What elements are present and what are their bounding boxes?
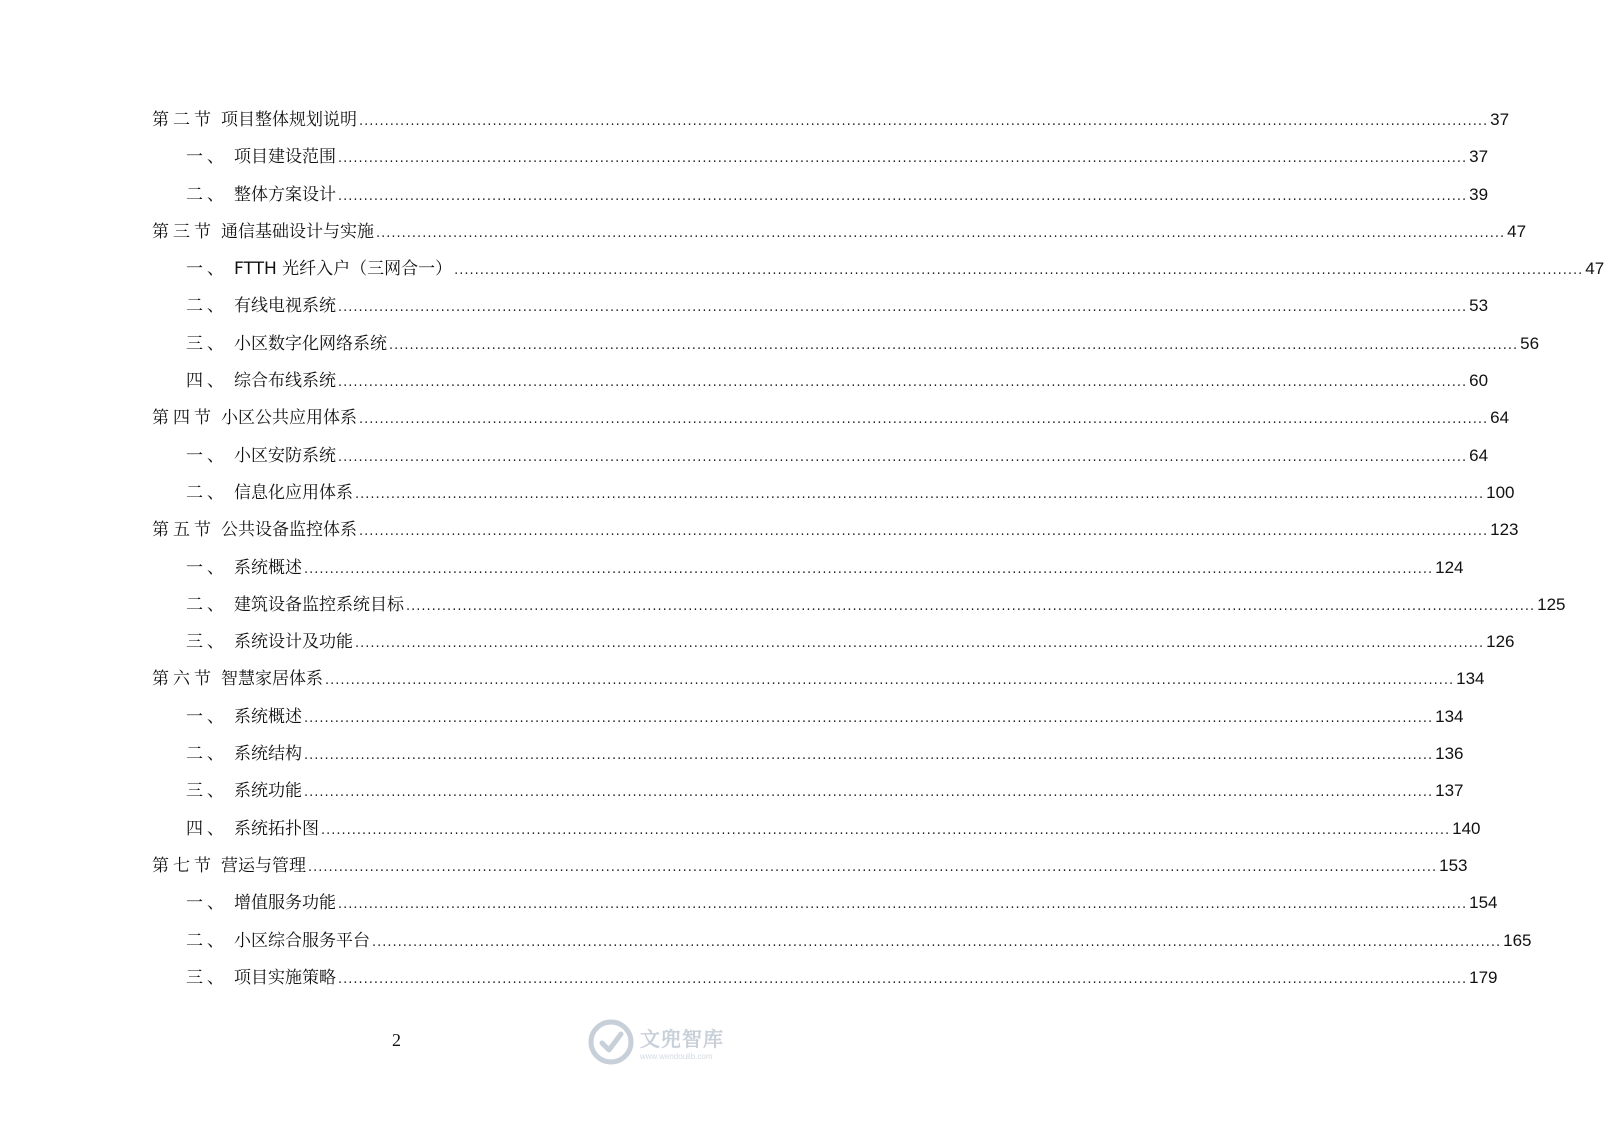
toc-page-number: 56 bbox=[1520, 333, 1540, 353]
toc-entry-number: 第二节 bbox=[152, 110, 215, 130]
toc-page-number: 100 bbox=[1486, 482, 1515, 502]
toc-dot-leader: ............................................................................................................................................................................................................................ bbox=[338, 300, 1468, 316]
toc-subsection-entry[interactable] bbox=[152, 138, 1489, 175]
toc-entry-number: 二、 bbox=[186, 594, 228, 615]
toc-dot-leader: ............................................................................................................................................................................................................................ bbox=[406, 598, 1536, 614]
toc-section-entry[interactable] bbox=[152, 399, 1510, 436]
toc-page-number: 53 bbox=[1469, 296, 1489, 316]
toc-subsection-entry[interactable] bbox=[152, 772, 1464, 809]
watermark-name: 文兜智库 bbox=[640, 1027, 724, 1051]
toc-entry-title: 建筑设备监控系统目标 bbox=[234, 594, 404, 615]
toc-page-number: 140 bbox=[1452, 818, 1481, 838]
toc-dot-leader: ............................................................................................................................................................................................................................ bbox=[325, 673, 1455, 689]
toc-dot-leader: ............................................................................................................................................................................................................................ bbox=[338, 375, 1468, 391]
toc-entry-title: 项目整体规划说明 bbox=[221, 110, 357, 130]
toc-dot-leader: ............................................................................................................................................................................................................................ bbox=[454, 263, 1584, 279]
toc-entry-number: 第六节 bbox=[152, 669, 215, 690]
toc-entry-title: 智慧家居体系 bbox=[221, 669, 323, 690]
toc-section-entry[interactable] bbox=[152, 213, 1527, 250]
toc-dot-leader: ............................................................................................................................................................................................................................ bbox=[359, 524, 1489, 540]
toc-entry-number: 一、 bbox=[186, 706, 228, 727]
toc-dot-leader: ............................................................................................................................................................................................................................ bbox=[308, 859, 1438, 875]
toc-dot-leader: ............................................................................................................................................................................................................................ bbox=[359, 114, 1489, 129]
toc-entry-title: 小区公共应用体系 bbox=[221, 408, 357, 429]
toc-entry-title: 系统概述 bbox=[234, 706, 302, 727]
toc-page-number: 136 bbox=[1435, 744, 1464, 764]
toc-entry-title: 项目建设范围 bbox=[234, 147, 336, 168]
toc-page-number: 153 bbox=[1439, 855, 1468, 875]
toc-subsection-entry[interactable] bbox=[152, 474, 1515, 511]
toc-subsection-entry[interactable] bbox=[152, 922, 1532, 959]
toc-subsection-entry[interactable] bbox=[152, 698, 1464, 735]
toc-dot-leader: ............................................................................................................................................................................................................................ bbox=[321, 822, 1451, 838]
toc-entry-title: 小区数字化网络系统 bbox=[234, 333, 387, 354]
toc-page-number: 37 bbox=[1469, 147, 1489, 167]
toc-page-number: 137 bbox=[1435, 781, 1464, 801]
toc-entry-number: 二、 bbox=[186, 744, 228, 765]
toc-subsection-entry[interactable] bbox=[152, 735, 1464, 772]
toc-dot-leader: ............................................................................................................................................................................................................................ bbox=[355, 486, 1485, 502]
toc-page-number: 123 bbox=[1490, 520, 1519, 540]
toc-entry-number: 第四节 bbox=[152, 408, 215, 429]
toc-entry-title: 整体方案设计 bbox=[234, 184, 336, 205]
toc-entry-number: 一、 bbox=[186, 893, 228, 914]
toc-subsection-entry[interactable] bbox=[152, 250, 1604, 287]
toc-subsection-entry[interactable] bbox=[152, 549, 1464, 586]
brand-logo-icon bbox=[588, 1019, 634, 1065]
toc-subsection-entry[interactable] bbox=[152, 884, 1498, 921]
toc-page-number: 47 bbox=[1585, 259, 1604, 279]
toc-page-number: 37 bbox=[1490, 110, 1510, 129]
toc-page-number: 179 bbox=[1469, 967, 1498, 987]
toc-page-number: 154 bbox=[1469, 893, 1498, 913]
toc-entry-title: 系统拓扑图 bbox=[234, 818, 319, 839]
toc-dot-leader: ............................................................................................................................................................................................................................ bbox=[338, 897, 1468, 913]
toc-entry-number: 一、 bbox=[186, 557, 228, 578]
toc-entry-title: 营运与管理 bbox=[221, 855, 306, 876]
toc-page-number: 60 bbox=[1469, 371, 1489, 391]
toc-page-number: 134 bbox=[1435, 706, 1464, 726]
toc-entry-title: 系统概述 bbox=[234, 557, 302, 578]
toc-entry-number: 第五节 bbox=[152, 520, 215, 541]
toc-subsection-entry[interactable] bbox=[152, 810, 1481, 847]
toc-entry-title: 通信基础设计与实施 bbox=[221, 221, 374, 242]
toc-entry-number: 三、 bbox=[186, 632, 228, 653]
toc-entry-title: 综合布线系统 bbox=[234, 371, 336, 392]
watermark bbox=[588, 1012, 768, 1072]
toc-subsection-entry[interactable] bbox=[152, 325, 1540, 362]
toc-page-number: 134 bbox=[1456, 669, 1485, 689]
toc-section-entry[interactable] bbox=[152, 847, 1468, 884]
toc-entry-number: 二、 bbox=[186, 296, 228, 317]
toc-dot-leader: ............................................................................................................................................................................................................................ bbox=[304, 748, 1434, 764]
toc-entry-number: 一、 bbox=[186, 259, 228, 280]
toc-dot-leader: ............................................................................................................................................................................................................................ bbox=[304, 561, 1434, 577]
toc-dot-leader: ............................................................................................................................................................................................................................ bbox=[372, 934, 1502, 950]
toc-entry-number: 二、 bbox=[186, 184, 228, 205]
toc-dot-leader: ............................................................................................................................................................................................................................ bbox=[338, 151, 1468, 167]
toc-entry-title: 系统功能 bbox=[234, 781, 302, 802]
toc-dot-leader: ............................................................................................................................................................................................................................ bbox=[304, 710, 1434, 726]
table-of-contents bbox=[152, 101, 1604, 996]
toc-entry-number: 二、 bbox=[186, 482, 228, 503]
toc-entry-number: 四、 bbox=[186, 818, 228, 839]
toc-entry-title: 小区综合服务平台 bbox=[234, 930, 370, 951]
toc-dot-leader: ............................................................................................................................................................................................................................ bbox=[304, 785, 1434, 801]
toc-entry-number: 一、 bbox=[186, 445, 228, 466]
toc-page-number: 165 bbox=[1503, 930, 1532, 950]
toc-entry-title: 项目实施策略 bbox=[234, 967, 336, 988]
toc-subsection-entry[interactable] bbox=[152, 176, 1489, 213]
watermark-url: www.wendoulib.com bbox=[640, 1052, 713, 1061]
page-number: 2 bbox=[392, 1030, 401, 1050]
toc-page-number: 47 bbox=[1507, 221, 1527, 241]
toc-entry-number: 第七节 bbox=[152, 855, 215, 876]
toc-subsection-entry[interactable] bbox=[152, 623, 1515, 660]
toc-subsection-entry[interactable] bbox=[152, 586, 1566, 623]
toc-entry-title: 小区安防系统 bbox=[234, 445, 336, 466]
toc-entry-number: 三、 bbox=[186, 781, 228, 802]
toc-dot-leader: ............................................................................................................................................................................................................................ bbox=[338, 188, 1468, 204]
toc-page-number: 39 bbox=[1469, 184, 1489, 204]
toc-page-number: 126 bbox=[1486, 632, 1515, 652]
toc-subsection-entry[interactable] bbox=[152, 362, 1489, 399]
toc-section-entry[interactable] bbox=[152, 101, 1510, 138]
toc-entry-number: 四、 bbox=[186, 371, 228, 392]
toc-entry-number: 三、 bbox=[186, 333, 228, 354]
toc-entry-number: 一、 bbox=[186, 147, 228, 168]
toc-dot-leader: ............................................................................................................................................................................................................................ bbox=[338, 449, 1468, 465]
toc-section-entry[interactable] bbox=[152, 511, 1519, 548]
toc-entry-title: 有线电视系统 bbox=[234, 296, 336, 317]
toc-entry-title: 信息化应用体系 bbox=[234, 482, 353, 503]
toc-subsection-entry[interactable] bbox=[152, 437, 1489, 474]
toc-entry-title: 系统设计及功能 bbox=[234, 632, 353, 653]
toc-entry-number: 三、 bbox=[186, 967, 228, 988]
toc-dot-leader: ............................................................................................................................................................................................................................ bbox=[359, 412, 1489, 428]
toc-entry-title: 公共设备监控体系 bbox=[221, 520, 357, 541]
toc-dot-leader: ............................................................................................................................................................................................................................ bbox=[376, 225, 1506, 241]
toc-subsection-entry[interactable] bbox=[152, 287, 1489, 324]
toc-page-number: 125 bbox=[1537, 594, 1566, 614]
toc-subsection-entry[interactable] bbox=[152, 959, 1498, 996]
toc-dot-leader: ............................................................................................................................................................................................................................ bbox=[355, 636, 1485, 652]
toc-entry-title: FTTH 光纤入户（三网合一） bbox=[234, 259, 453, 280]
toc-dot-leader: ............................................................................................................................................................................................................................ bbox=[338, 971, 1468, 987]
toc-entry-number: 第三节 bbox=[152, 221, 215, 242]
toc-dot-leader: ............................................................................................................................................................................................................................ bbox=[389, 337, 1519, 353]
toc-entry-number: 二、 bbox=[186, 930, 228, 951]
toc-entry-title: 增值服务功能 bbox=[234, 893, 336, 914]
toc-page-number: 64 bbox=[1490, 408, 1510, 428]
toc-entry-title: 系统结构 bbox=[234, 744, 302, 765]
toc-section-entry[interactable] bbox=[152, 660, 1485, 697]
toc-page-number: 64 bbox=[1469, 445, 1489, 465]
toc-page-number: 124 bbox=[1435, 557, 1464, 577]
